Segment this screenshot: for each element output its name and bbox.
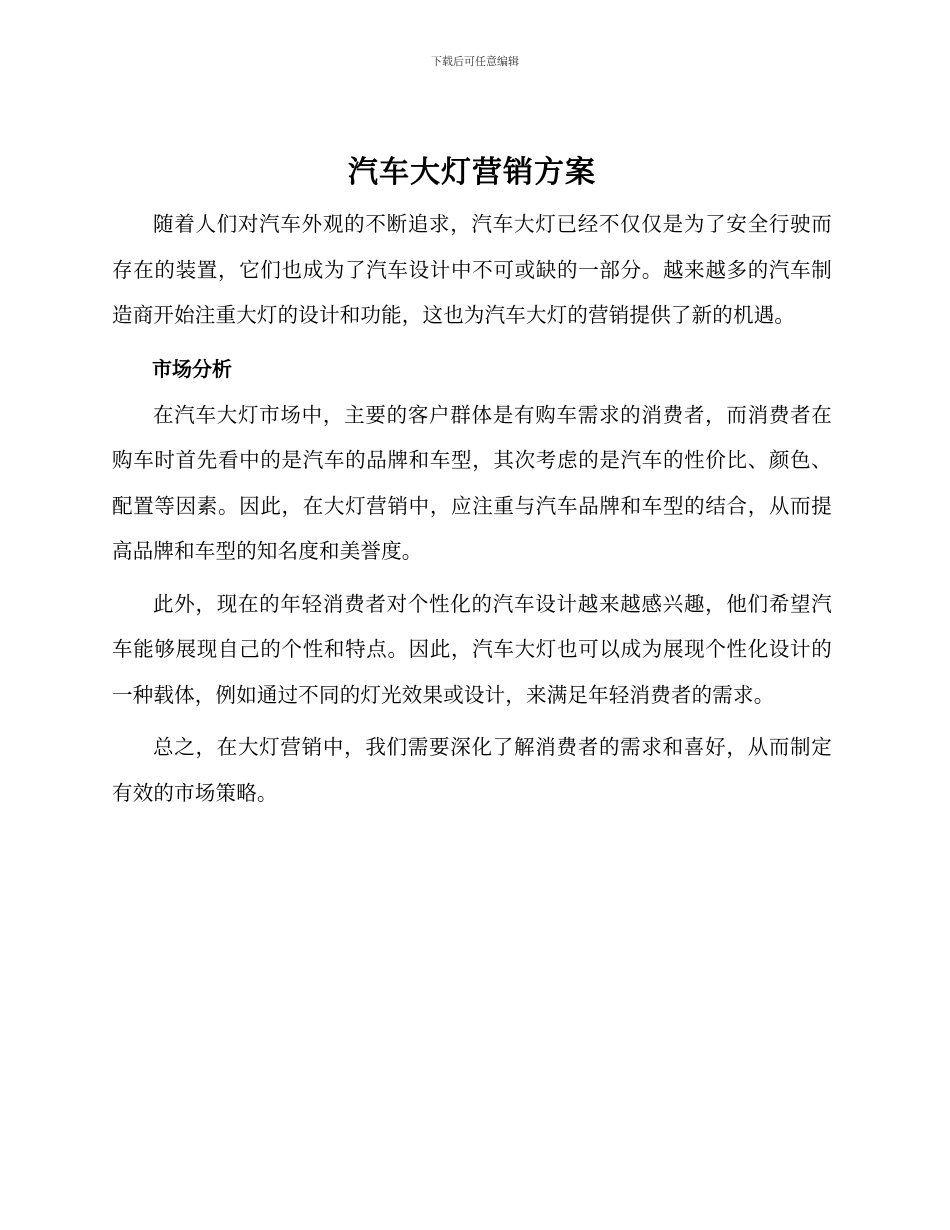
body-paragraph: 在汽车大灯市场中，主要的客户群体是有购车需求的消费者，而消费者在购车时首先看中的是汽车的品牌和车型，其次考虑的是汽车的性价比、颜色、配置等因素。因此，在大灯营销中，应注重与汽车品牌和车型的结合，从而提高品牌和车型的知名度和美誉度。 [112,402,832,563]
document-body [112,150,832,816]
body-paragraph: 总之，在大灯营销中，我们需要深化了解消费者的需求和喜好，从而制定有效的市场策略。 [112,735,832,805]
page-header-note: 下载后可任意编辑 [431,55,519,68]
intro-paragraph: 随着人们对汽车外观的不断追求，汽车大灯已经不仅仅是为了安全行驶而存在的装置，它们也成为了汽车设计中不可或缺的一部分。越来越多的汽车制造商开始注重大灯的设计和功能，这也为汽车大灯的营销提供了新的机遇。 [112,212,832,327]
section-heading-market-analysis: 市场分析 [152,356,232,381]
body-paragraph: 此外，现在的年轻消费者对个性化的汽车设计越来越感兴趣，他们希望汽车能够展现自己的个性和特点。因此，汽车大灯也可以成为展现个性化设计的一种载体，例如通过不同的灯光效果或设计，来满足年轻消费者的需求。 [112,591,832,707]
document-title: 汽车大灯营销方案 [348,155,596,190]
